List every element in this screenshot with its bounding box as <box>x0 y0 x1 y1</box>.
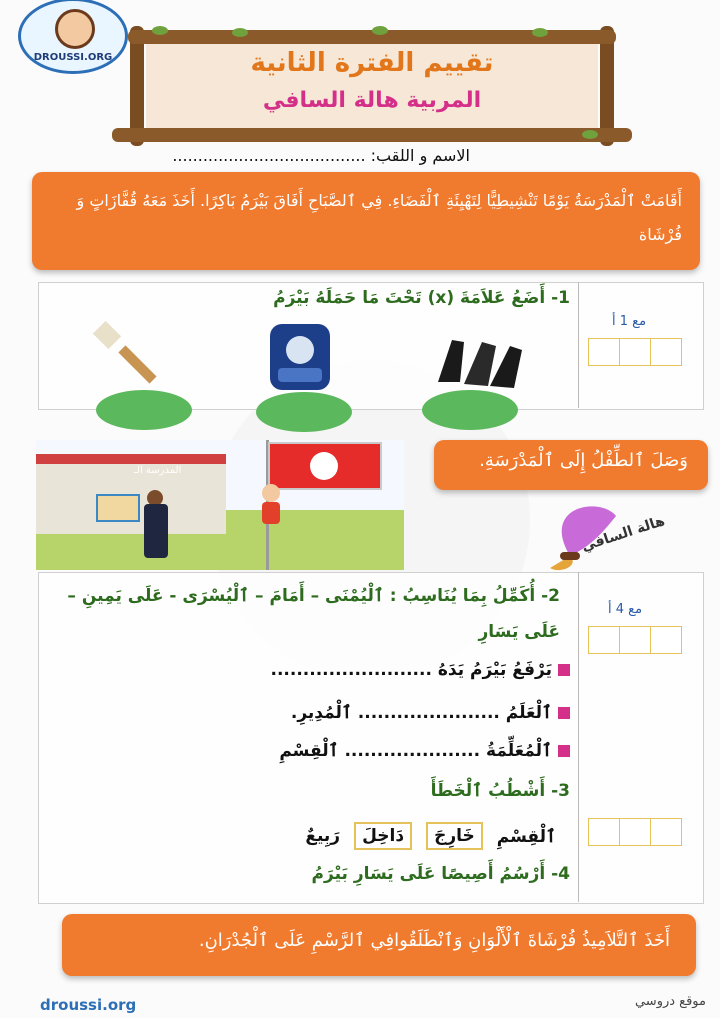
score-grid[interactable] <box>588 626 682 654</box>
arrival-text: وَصَلَ ٱلطِّفْلُ إِلَى ٱلْمَدْرَسَةِ. <box>479 450 688 471</box>
school-scene-illustration <box>36 440 404 570</box>
fill-line-text: ٱلْعَلَمُ ...................... ٱلْمُدِيرِ. <box>290 703 552 723</box>
arrival-box <box>434 440 708 490</box>
fill-line-text: ٱلْمُعَلِّمَةُ ..................... ٱلْقِسْمِ <box>279 741 552 761</box>
backpack-icon <box>264 316 336 392</box>
word-choices <box>305 822 556 850</box>
word-classroom: ٱلْقِسْمِ <box>496 826 556 847</box>
principal-figure <box>144 504 168 558</box>
paintbrush-icon <box>92 316 166 384</box>
story-text: أَقَامَتْ ٱلْمَدْرَسَةُ يَوْمًا تَنْشِيطِيًّا لِتَهْيِئَةِ ٱلْفَضَاءِ. فِي ٱلصَّبَاحِ أَفَاقَ بَيْرَمُ بَاكِرًا. أَخَذَ مَعَهُ قُفَّازَاتٍ وَ فُرْشَاة <box>76 191 682 244</box>
word-option-inside[interactable]: دَاخِلَ <box>354 822 412 850</box>
footer-site-name: موقع دروسي <box>634 994 706 1009</box>
question-1-divider <box>578 282 579 408</box>
question-2-divider <box>578 572 579 902</box>
banner-subtitle: المربية هالة السافي <box>262 88 482 113</box>
title-banner <box>112 26 632 146</box>
question-1-text: 1- أَضَعُ عَلاَمَةَ (x) تَحْتَ مَا حَمَلَهُ بَيْرَمُ <box>273 288 570 308</box>
answer-oval-gloves[interactable] <box>422 390 518 430</box>
word-spring: رَبِيعٌ <box>305 826 341 846</box>
question-4-text: 4- أَرْسُمُ أَصِيصًا عَلَى يَسَارِ بَيْرَمُ <box>311 864 570 884</box>
child-head <box>262 484 280 502</box>
bullet-icon <box>558 664 570 676</box>
fill-line-1[interactable] <box>270 660 570 680</box>
final-box <box>62 914 696 976</box>
question-3-text: 3- أَشْطُبُ ٱلْخَطَأَ <box>430 781 570 801</box>
final-text: أَخَذَ ٱلتَّلاَمِيذُ فُرْشَاةَ ٱلْأَلْوَانِ وَٱنْطَلَقُوافِي ٱلرَّسْمِ عَلَى ٱلْجُدْرَانِ. <box>198 930 670 951</box>
answer-oval-backpack[interactable] <box>256 392 352 432</box>
tunisia-flag-icon <box>268 442 382 490</box>
butterfly-label: هالة السافي <box>579 513 667 555</box>
answer-oval-paintbrush[interactable] <box>96 390 192 430</box>
leaf-icon <box>152 26 168 35</box>
wall-picture <box>96 494 140 522</box>
score-grid[interactable] <box>588 338 682 366</box>
question-2-text: 2- أُكَمِّلُ بِمَا يُنَاسِبُ : ٱلْيُمْنَى – أَمَامَ – ٱلْيُسْرَى - عَلَى يَمِينِ – عَلَى يَسَارِ <box>67 586 560 642</box>
criterion-label: مع 4 أ <box>608 602 643 617</box>
logo-text: DROUSSI.ORG <box>33 52 113 63</box>
word-option-outside[interactable]: خَارِجَ <box>426 822 483 850</box>
fill-line-text: يَرْفَعُ بَيْرَمُ يَدَهُ ......................... <box>270 660 552 680</box>
child-figure <box>262 502 280 524</box>
bullet-icon <box>558 707 570 719</box>
score-grid[interactable] <box>588 818 682 846</box>
banner-plank-bottom <box>112 128 632 142</box>
leaf-icon <box>582 130 598 139</box>
bullet-icon <box>558 745 570 757</box>
student-name-field[interactable]: الاسم و اللقب: ...................................... <box>172 146 470 165</box>
logo-face-icon <box>55 9 95 49</box>
gloves-icon <box>430 332 526 390</box>
criterion-label: مع 1 أ <box>612 314 647 329</box>
leaf-icon <box>532 28 548 37</box>
school-building <box>36 454 226 534</box>
footer-site-link[interactable]: droussi.org <box>40 996 137 1014</box>
story-box <box>32 172 700 270</box>
banner-title: تقييم الفترة الثانية <box>250 48 494 78</box>
leaf-icon <box>232 28 248 37</box>
flag-emblem-icon <box>310 452 338 480</box>
fill-line-2[interactable] <box>291 702 570 723</box>
school-sign: المدرسة الـ <box>134 465 182 476</box>
leaf-icon <box>372 26 388 35</box>
fill-line-3[interactable] <box>279 740 570 761</box>
